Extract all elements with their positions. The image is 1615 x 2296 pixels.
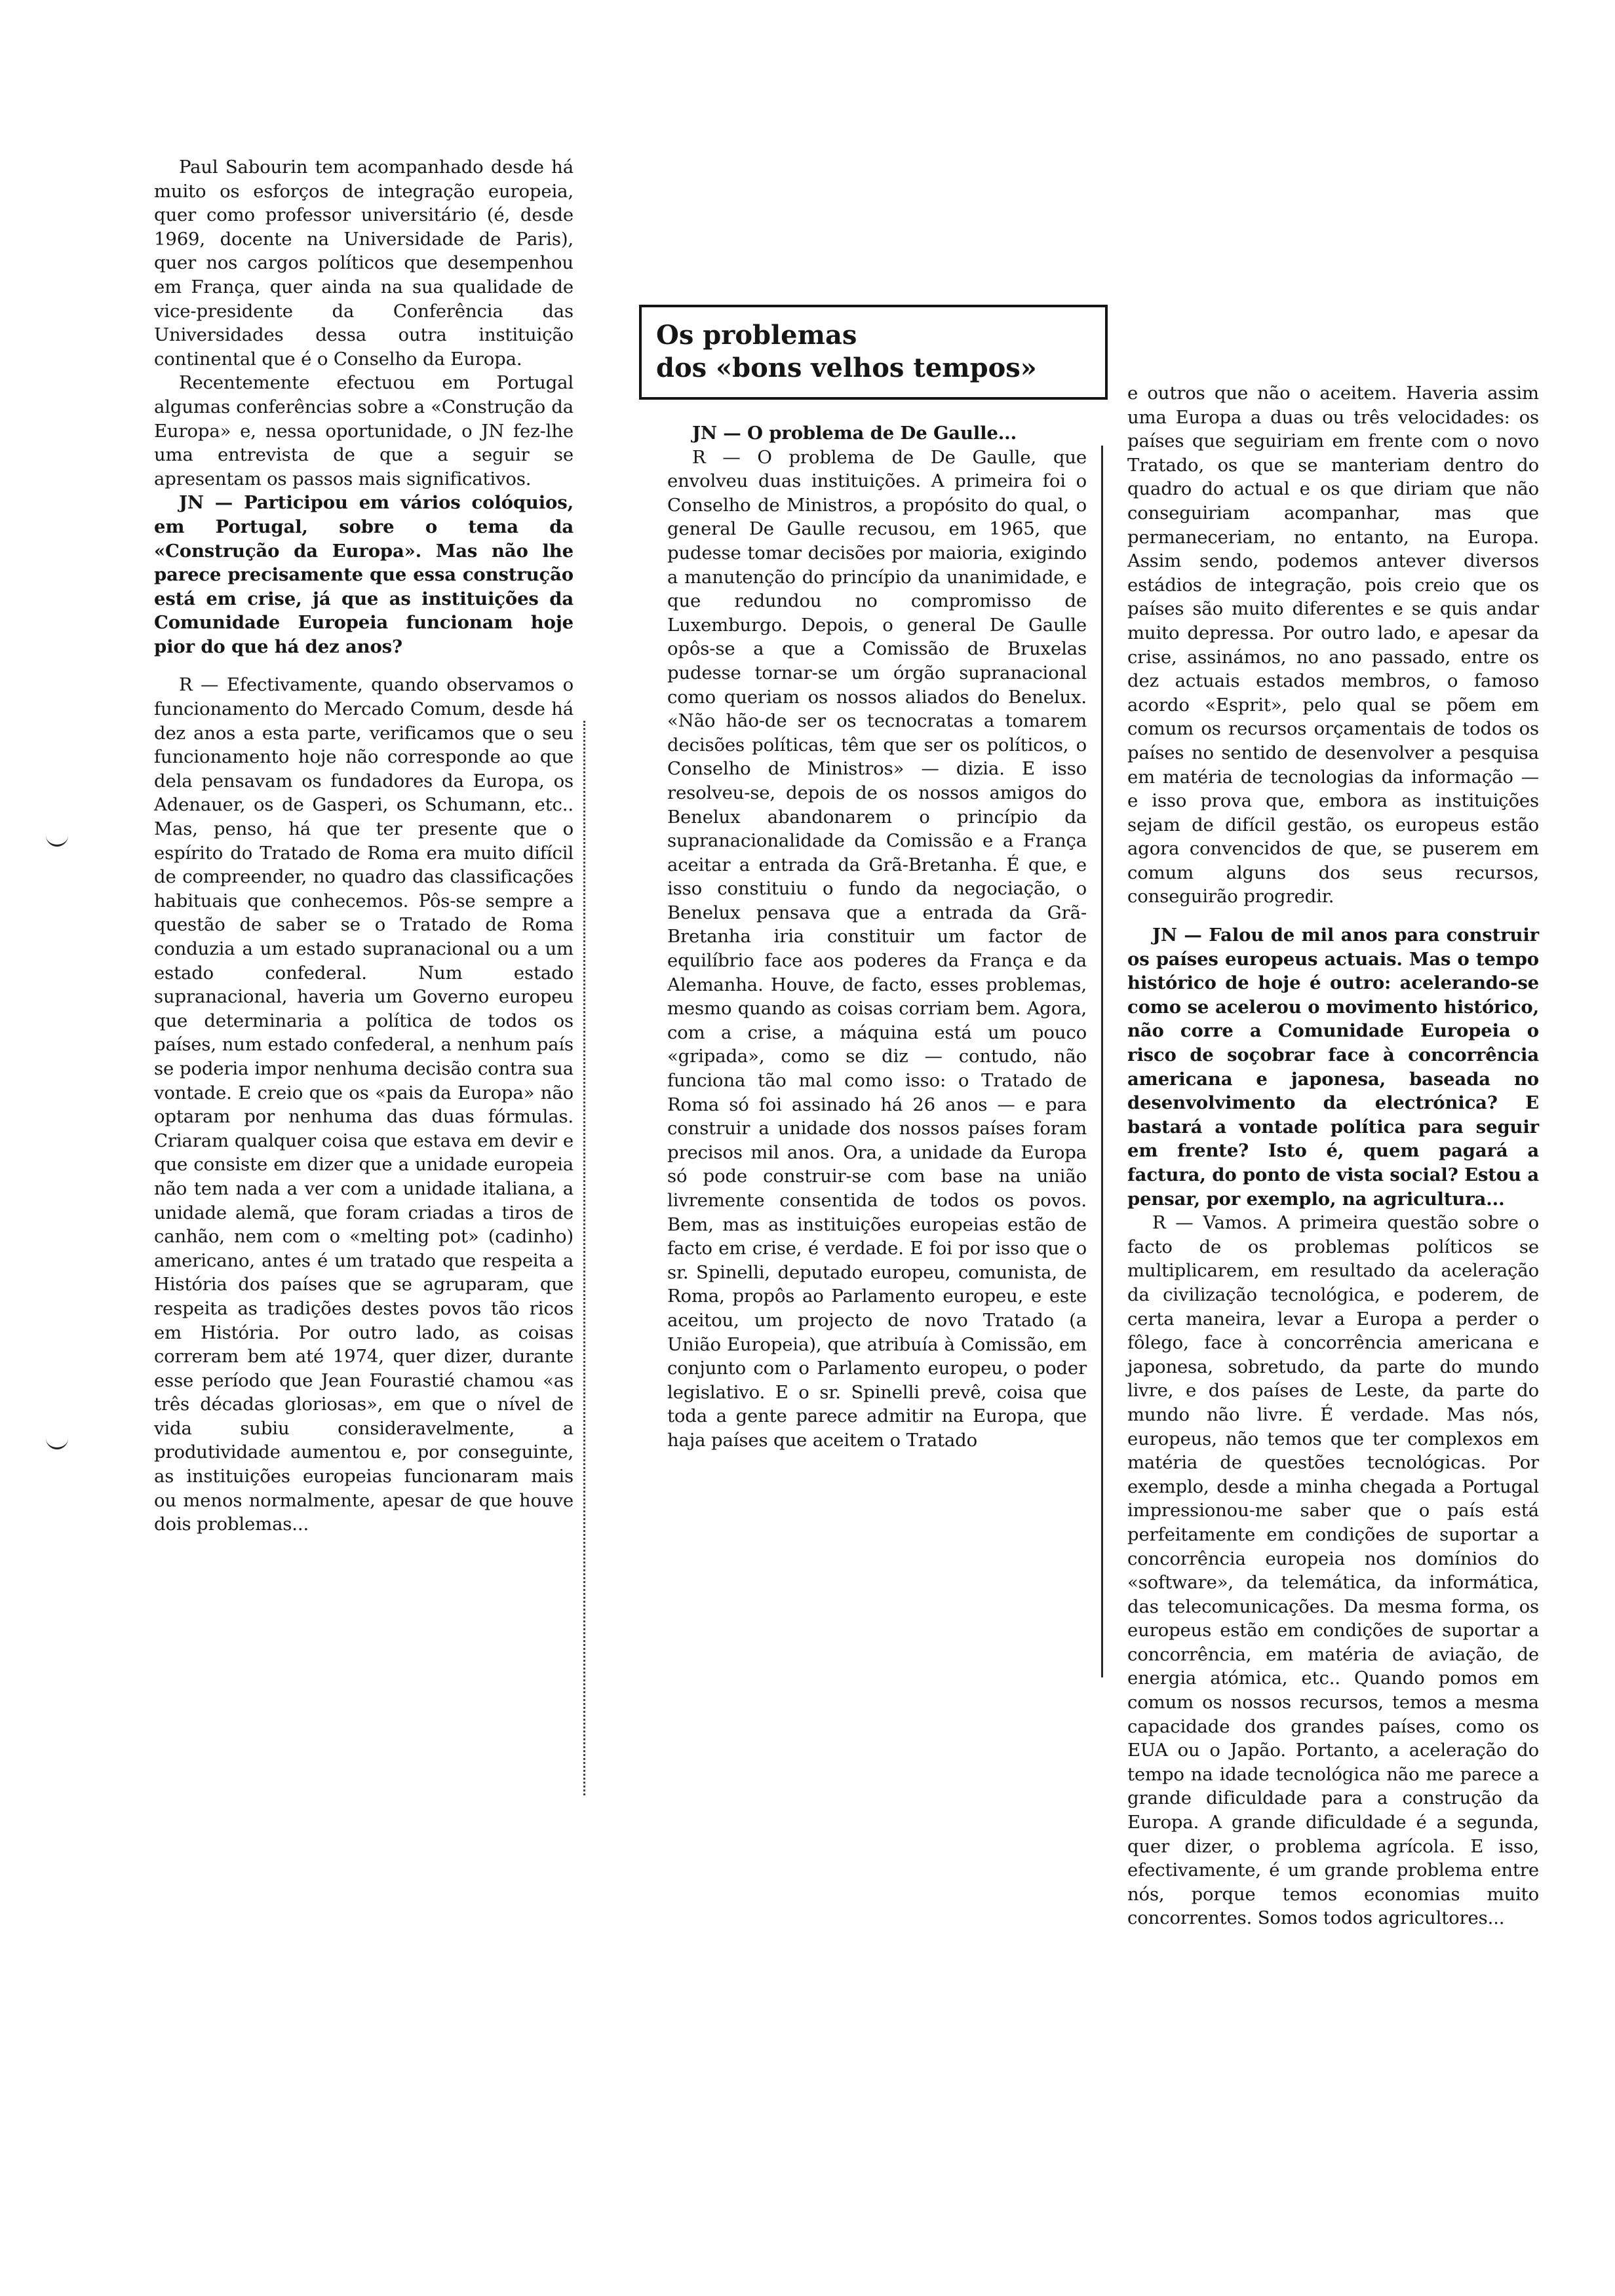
margin-mark	[46, 835, 68, 847]
interview-question-1: JN — Participou em vários colóquios, em Portugal, sobre o tema da «Construção da Europa». Mas não lhe parece precisamente que essa construção está em crise, já que as instituições da Comunidade Europeia funcionam hoje pior do que há dez anos?	[154, 492, 574, 657]
article-column-3	[1127, 381, 1539, 1930]
headline-line-1: Os problemas	[656, 320, 857, 351]
margin-mark	[46, 1438, 68, 1449]
interview-answer-2: R — O problema de De Gaulle, que envolveu duas instituições. A primeira foi o Conselho de Ministros, a propósito do qual, o general De Gaulle recusou, em 1965, que pudesse tomar decisões por maioria, exigindo a manutenção do princípio da unanimidade, e que redundou no compromisso de Luxemburgo. Depois, o general De Gaulle opôs-se a que a Comissão de Bruxelas pudesse tornar-se um órgão supranacional como queriam os nossos aliados do Benelux. «Não hão-de ser os tecnocratas a tomarem decisões políticas, têm que ser os políticos, o Conselho de Ministros» — dizia. E isso resolveu-se, depois de os nossos amigos do Benelux abandonarem o princípio da supranacionalidade da Comissão e a França aceitar a entrada da Grã-Bretanha. É que, e isso constituiu o fundo da negociação, o Benelux pensava que a entrada da Grã-Bretanha iria constituir um factor de equilíbrio face aos poderes da França e da Alemanha. Houve, de facto, esses problemas, mesmo quando as coisas corriam bem. Agora, com a crise, a máquina está um pouco «gripada», como se diz — contudo, não funciona tão mal como isso: o Tratado de Roma só foi assinado há 26 anos — e para construir a unidade dos nossos países foram precisos mil anos. Ora, a unidade da Europa só pode construir-se com base na união livremente consentida de todos os povos. Bem, mas as instituições europeias estão de facto em crise, é verdade. E foi por isso que o sr. Spinelli, deputado europeu, comunista, de Roma, propôs ao Parlamento europeu, e este aceitou, um projecto de novo Tratado (a União Europeia), que atribuía à Comissão, em conjunto com o Parlamento europeu, o poder legislativo. E o sr. Spinelli prevê, coisa que toda a gente parece admitir na Europa, que haja países que aceitem o Tratado	[667, 446, 1087, 1451]
interview-answer-2-continued: e outros que não o aceitem. Haveria assim uma Europa a duas ou três velocidades: os países que seguiriam em frente com o novo Tratado, os que se manteriam dentro do quadro do actual e os que diriam que não conseguiriam acompanhar, mas que permaneceriam, no entanto, na Europa. Assim sendo, podemos antever diversos estádios de integração, pois creio que os países são muito diferentes e se quis andar muito depressa. Por outro lado, e apesar da crise, assinámos, no ano passado, entre os dez actuais estados membros, o famoso acordo «Esprit», pelo qual se põem em comum os recursos orçamentais de todos os países no sentido de desenvolver a pesquisa em matéria de tecnologias da informação — e isso prova que, embora as instituições sejam de difícil gestão, os europeus estão agora convencidos de que, se puserem em comum alguns dos seus recursos, conseguirão progredir.	[1127, 383, 1539, 908]
column-divider-2	[1101, 446, 1103, 1677]
headline-line-2: dos «bons velhos tempos»	[656, 353, 1037, 383]
column-divider-1	[583, 721, 585, 1795]
article-column-1	[154, 155, 574, 1537]
interview-answer-1: R — Efectivamente, quando observamos o funcionamento do Mercado Comum, desde há dez anos a esta parte, verificamos que o seu funcionamento hoje não corresponde ao que dela pensavam os fundadores da Europa, os Adenauer, os de Gasperi, os Schumann, etc.. Mas, penso, há que ter presente que o espírito do Tratado de Roma era muito difícil de compreender, no quadro das classificações habituais que conhecemos. Pôs-se sempre a questão de saber se o Tratado de Roma conduzia a um estado supranacional ou a um estado confederal. Num estado supranacional, haveria um Governo europeu que determinaria a política de todos os países, num estado confederal, a nenhum país se poderia impor nenhuma decisão contra sua vontade. E creio que os «pais da Europa» não optaram por nenhuma das duas fórmulas. Criaram qualquer coisa que estava em devir e que consiste em dizer que a unidade europeia não tem nada a ver com a unidade italiana, a unidade alemã, que foram criadas a tiros de canhão, nem com o «melting pot» (cadinho) americano, antes é um tratado que respeita a História dos países que se agruparam, que respeita as tradições destes povos tão ricos em História. Por outro lado, as coisas correram bem até 1974, quer dizer, durante esse período que Jean Fourastié chamou «as três décadas gloriosas», em que o nível de vida subiu consideravelmente, a produtividade aumentou e, por conseguinte, as instituições europeias funcionaram mais ou menos normalmente, apesar de que houve dois problemas...	[154, 674, 574, 1535]
interview-question-3: JN — Falou de mil anos para construir os países europeus actuais. Mas o tempo histórico de hoje é outro: acelerando-se como se acelerou o movimento histórico, não corre a Comunidade Europeia o risco de soçobrar face à concorrência americana e japonesa, baseada no desenvolvimento da electrónica? E bastará a vontade política para seguir em frente? Isto é, quem pagará a factura, do ponto de vista social? Estou a pensar, por exemplo, na agricultura...	[1127, 925, 1539, 1210]
section-headline-box	[639, 305, 1108, 400]
intro-paragraph: Paul Sabourin tem acompanhado desde há muito os esforços de integração europeia, quer como professor universitário (é, desde 1969, docente na Universidade de Paris), quer nos cargos políticos que desempenhou em França, quer ainda na sua qualidade de vice-presidente da Conferência das Universidades dessa outra instituição continental que é o Conselho da Europa.	[154, 157, 574, 370]
interview-answer-3: R — Vamos. A primeira questão sobre o facto de os problemas políticos se multiplicarem, em resultado da aceleração da civilização tecnológica, e poderem, de certa maneira, levar a Europa a perder o fôlego, face à concorrência americana e japonesa, sobretudo, da parte do mundo livre, e dos países de Leste, da parte do mundo não livre. É verdade. Mas nós, europeus, não temos que ter complexos em matéria de questões tecnológicas. Por exemplo, desde a minha chegada a Portugal impressionou-me saber que o país está perfeitamente em condições de suportar a concorrência europeia nos domínios do «software», da telemática, da informática, das telecomunicações. Da mesma forma, os europeus estão em condições de suportar a concorrência, em matéria de aviação, de energia atómica, etc.. Quando pomos em comum os nossos recursos, temos a mesma capacidade dos grandes países, como os EUA ou o Japão. Portanto, a aceleração do tempo na idade tecnológica não me parece a grande dificuldade para a construção da Europa. A grande dificuldade é a segunda, quer dizer, o problema agrícola. E isso, efectivamente, é um grande problema entre nós, porque temos economias muito concorrentes. Somos todos agricultores...	[1127, 1212, 1539, 1929]
interview-question-2: JN — O problema de De Gaulle...	[692, 423, 1017, 444]
article-column-2	[667, 421, 1087, 1453]
intro-paragraph-2: Recentemente efectuou em Portugal algumas conferências sobre a «Construção da Europa» e, nessa oportunidade, o JN fez-lhe uma entrevista de que a seguir se apresentam os passos mais significativos.	[154, 372, 574, 489]
